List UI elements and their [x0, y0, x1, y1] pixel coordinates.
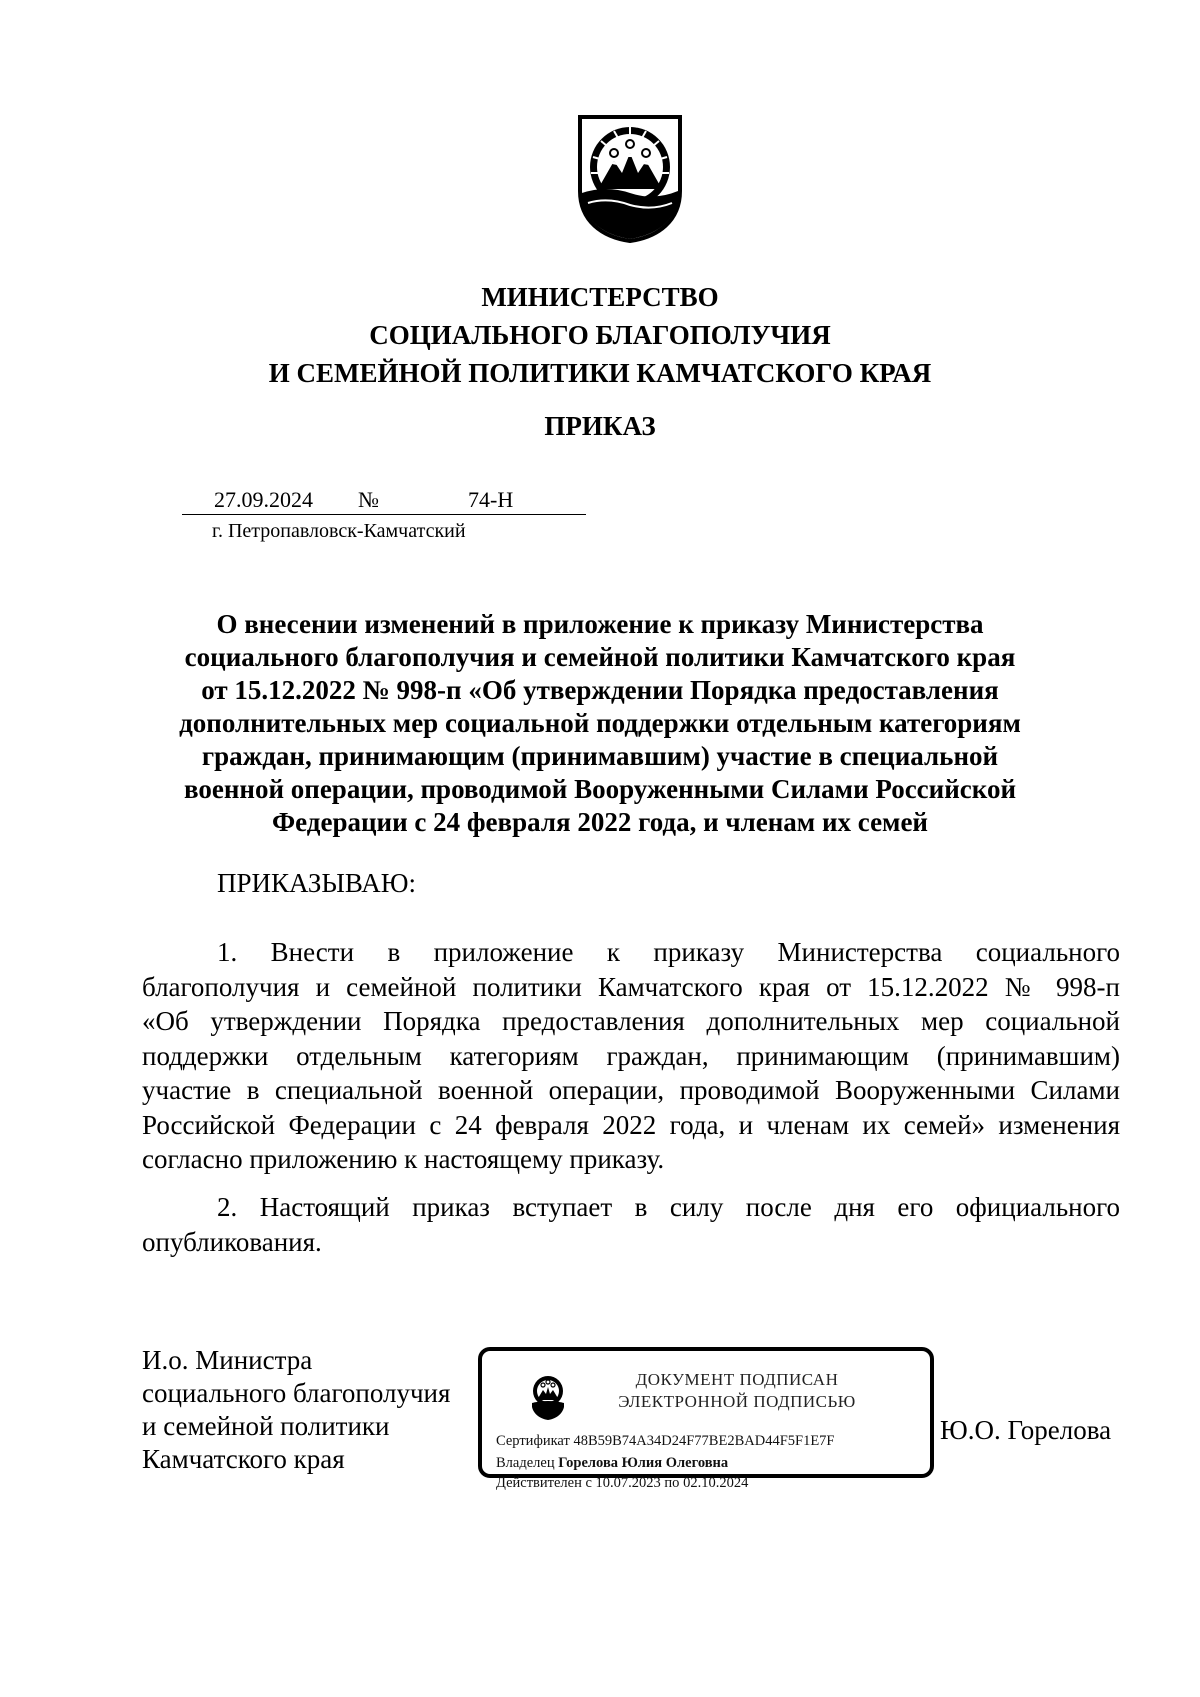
valid-to-value: 02.10.2024 — [683, 1475, 749, 1491]
order-subject — [110, 608, 1090, 839]
paragraph-line: Российской Федерации с 24 февраля 2022 года, и членам их семей» изменения — [142, 1109, 1120, 1140]
paragraph-line: благополучия и семейной политики Камчатского края от 15.12.2022 № 998-п — [142, 971, 1120, 1002]
kamchatka-coat-of-arms-icon — [528, 1373, 568, 1421]
signer-position-line: социального благополучия — [142, 1378, 451, 1408]
stamp-heading-line-1: ДОКУМЕНТ ПОДПИСАН — [635, 1370, 839, 1389]
signer-position-line: и семейной политики — [142, 1411, 390, 1441]
signer-position-line: И.о. Министра — [142, 1345, 313, 1375]
electronic-signature-stamp — [478, 1347, 934, 1491]
ministry-line-2: СОЦИАЛЬНОГО БЛАГОПОЛУЧИЯ — [369, 320, 831, 350]
subject-line: граждан, принимающим (принимавшим) участие в специальной — [201, 741, 999, 771]
valid-from-value: 10.07.2023 — [595, 1475, 661, 1491]
ministry-name — [0, 278, 1200, 392]
owner-label: Владелец — [496, 1455, 555, 1471]
subject-line: О внесении изменений в приложение к приказу Министерства — [216, 609, 984, 639]
document-type-title: ПРИКАЗ — [544, 411, 656, 441]
paragraph-line: 1. Внести в приложение к приказу Министерства социального — [217, 937, 1120, 967]
stamp-validity — [496, 1474, 748, 1492]
order-number-label: № — [358, 487, 379, 512]
subject-line: дополнительных мер социальной поддержки отдельным категориям — [179, 708, 1021, 738]
order-date: 27.09.2024 — [214, 487, 313, 512]
certificate-value: 48B59B74A34D24F77BE2BAD44F5F1E7F — [573, 1433, 835, 1449]
ministry-line-3: И СЕМЕЙНОЙ ПОЛИТИКИ КАМЧАТСКОГО КРАЯ — [268, 358, 932, 388]
kamchatka-coat-of-arms-icon — [574, 113, 686, 243]
paragraph-line: участие в специальной военной операции, проводимой Вооруженными Силами — [142, 1075, 1120, 1105]
signer-name: Ю.О. Горелова — [940, 1415, 1112, 1445]
certificate-label: Сертификат — [496, 1433, 570, 1449]
subject-line: Федерации с 24 февраля 2022 года, и членам их семей — [271, 807, 928, 837]
stamp-certificate — [496, 1432, 835, 1450]
stamp-heading-line-2: ЭЛЕКТРОННОЙ ПОДПИСЬЮ — [618, 1392, 856, 1411]
order-paragraph-1 — [142, 935, 1120, 1177]
order-directive-word: ПРИКАЗЫВАЮ: — [217, 868, 416, 898]
paragraph-line: согласно приложению к настоящему приказу. — [142, 1144, 665, 1174]
order-number: 74-Н — [468, 487, 514, 512]
subject-line: от 15.12.2022 № 998-п «Об утверждении Порядка предоставления — [201, 675, 999, 705]
stamp-owner — [496, 1454, 728, 1472]
subject-line: социального благополучия и семейной политики Камчатского края — [184, 642, 1016, 672]
signer-position — [142, 1344, 450, 1476]
paragraph-line: опубликования. — [142, 1226, 322, 1257]
valid-to-label: по — [664, 1475, 680, 1491]
paragraph-line: 2. Настоящий приказ вступает в силу после дня его официального — [217, 1192, 1120, 1222]
paragraph-line: поддержки отдельным категориям граждан, принимающим (принимавшим) — [142, 1040, 1120, 1071]
stamp-heading — [592, 1369, 882, 1413]
owner-value: Горелова Юлия Олеговна — [558, 1455, 729, 1471]
ministry-line-1: МИНИСТЕРСТВО — [481, 282, 719, 312]
order-city: г. Петропавловск-Камчатский — [212, 520, 466, 542]
valid-from-label: Действителен с — [496, 1475, 592, 1491]
paragraph-line: «Об утверждении Порядка предоставления дополнительных мер социальной — [142, 1006, 1120, 1036]
subject-line: военной операции, проводимой Вооруженными Силами Российской — [183, 774, 1017, 804]
signer-position-line: Камчатского края — [142, 1444, 345, 1474]
order-paragraph-2 — [142, 1190, 1120, 1259]
order-date-number-line — [182, 486, 586, 515]
